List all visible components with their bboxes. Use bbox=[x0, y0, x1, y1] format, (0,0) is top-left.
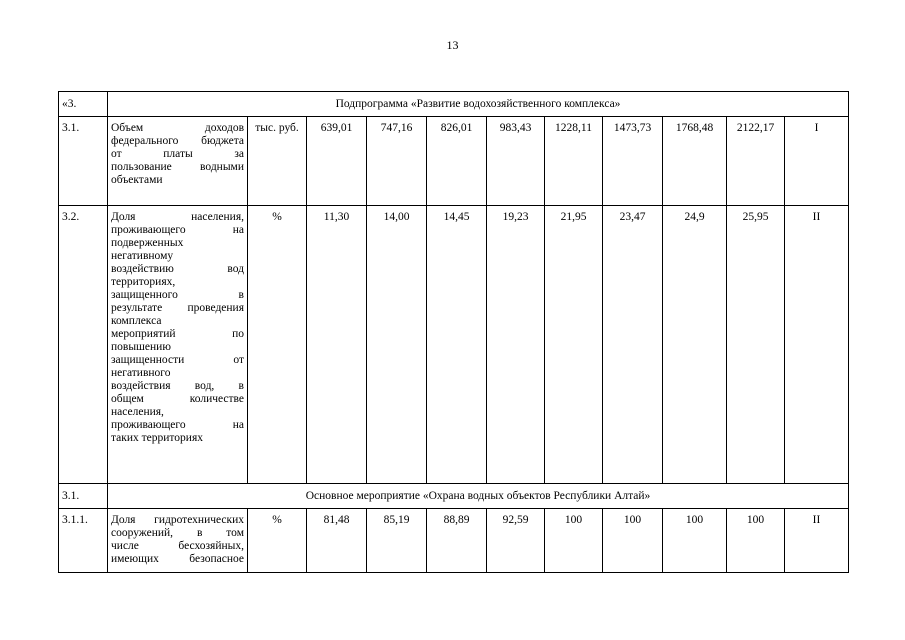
indicator-description bbox=[108, 206, 248, 484]
desc-line: негативному bbox=[111, 250, 174, 262]
desc-line: мероприятий по bbox=[111, 328, 244, 340]
value-cell: 1768,48 bbox=[663, 117, 727, 206]
page-number: 13 bbox=[446, 38, 459, 52]
desc-line: подверженных bbox=[111, 237, 184, 249]
value-cell: 1473,73 bbox=[603, 117, 663, 206]
table-row bbox=[59, 92, 849, 117]
desc-line: имеющих безопасное bbox=[111, 553, 244, 565]
value-cell: 1228,11 bbox=[545, 117, 603, 206]
desc-line: пользование водными bbox=[111, 161, 244, 173]
unit-cell: % bbox=[248, 509, 307, 573]
table-row bbox=[59, 206, 849, 484]
indicators-table bbox=[58, 91, 849, 573]
desc-line: Доля населения, bbox=[111, 211, 244, 223]
desc-line: территориях, bbox=[111, 276, 176, 288]
value-cell: 21,95 bbox=[545, 206, 603, 484]
desc-line: проживающего на bbox=[111, 419, 244, 431]
indicator-description bbox=[108, 117, 248, 206]
desc-line: комплекса bbox=[111, 315, 162, 327]
desc-line: общем количестве bbox=[111, 393, 244, 405]
row-code: 3.2. bbox=[59, 206, 108, 484]
value-cell: 100 bbox=[663, 509, 727, 573]
desc-line: воздействия вод, в bbox=[111, 380, 244, 392]
value-cell: 14,00 bbox=[367, 206, 427, 484]
subprogram-title: Подпрограмма «Развитие водохозяйственного комплекса» bbox=[108, 92, 849, 117]
value-cell: 25,95 bbox=[727, 206, 785, 484]
value-cell: 100 bbox=[603, 509, 663, 573]
value-cell: 100 bbox=[727, 509, 785, 573]
row-code: 3.1. bbox=[59, 117, 108, 206]
category-cell: II bbox=[785, 206, 849, 484]
desc-line: числе бесхозяйных, bbox=[111, 540, 244, 552]
value-cell: 88,89 bbox=[427, 509, 487, 573]
row-code: «3. bbox=[59, 92, 108, 117]
desc-line: федерального бюджета bbox=[111, 135, 244, 147]
row-code: 3.1.1. bbox=[59, 509, 108, 573]
indicator-description bbox=[108, 509, 248, 573]
value-cell: 11,30 bbox=[307, 206, 367, 484]
table-row bbox=[59, 484, 849, 509]
desc-line: от платы за bbox=[111, 148, 244, 160]
desc-line: негативного bbox=[111, 367, 171, 379]
unit-cell: % bbox=[248, 206, 307, 484]
value-cell: 100 bbox=[545, 509, 603, 573]
value-cell: 23,47 bbox=[603, 206, 663, 484]
value-cell: 826,01 bbox=[427, 117, 487, 206]
value-cell: 983,43 bbox=[487, 117, 545, 206]
desc-line: результате проведения bbox=[111, 302, 244, 314]
desc-line: таких территориях bbox=[111, 432, 203, 444]
value-cell: 92,59 bbox=[487, 509, 545, 573]
value-cell: 85,19 bbox=[367, 509, 427, 573]
desc-line: объектами bbox=[111, 174, 163, 186]
value-cell: 24,9 bbox=[663, 206, 727, 484]
table-row bbox=[59, 509, 849, 573]
main-activity-title: Основное мероприятие «Охрана водных объектов Республики Алтай» bbox=[108, 484, 849, 509]
value-cell: 639,01 bbox=[307, 117, 367, 206]
desc-line: населения, bbox=[111, 406, 164, 418]
row-code: 3.1. bbox=[59, 484, 108, 509]
value-cell: 19,23 bbox=[487, 206, 545, 484]
category-cell: II bbox=[785, 509, 849, 573]
category-cell: I bbox=[785, 117, 849, 206]
desc-line: повышению bbox=[111, 341, 171, 353]
desc-line: защищенного в bbox=[111, 289, 244, 301]
unit-cell: тыс. руб. bbox=[248, 117, 307, 206]
value-cell: 14,45 bbox=[427, 206, 487, 484]
value-cell: 2122,17 bbox=[727, 117, 785, 206]
desc-line: сооружений, в том bbox=[111, 527, 244, 539]
desc-line: Доля гидротехнических bbox=[111, 514, 244, 526]
value-cell: 747,16 bbox=[367, 117, 427, 206]
desc-line: Объем доходов bbox=[111, 122, 244, 134]
desc-line: проживающего на bbox=[111, 224, 244, 236]
desc-line: защищенности от bbox=[111, 354, 244, 366]
value-cell: 81,48 bbox=[307, 509, 367, 573]
table-row bbox=[59, 117, 849, 206]
desc-line: воздействию вод bbox=[111, 263, 244, 275]
